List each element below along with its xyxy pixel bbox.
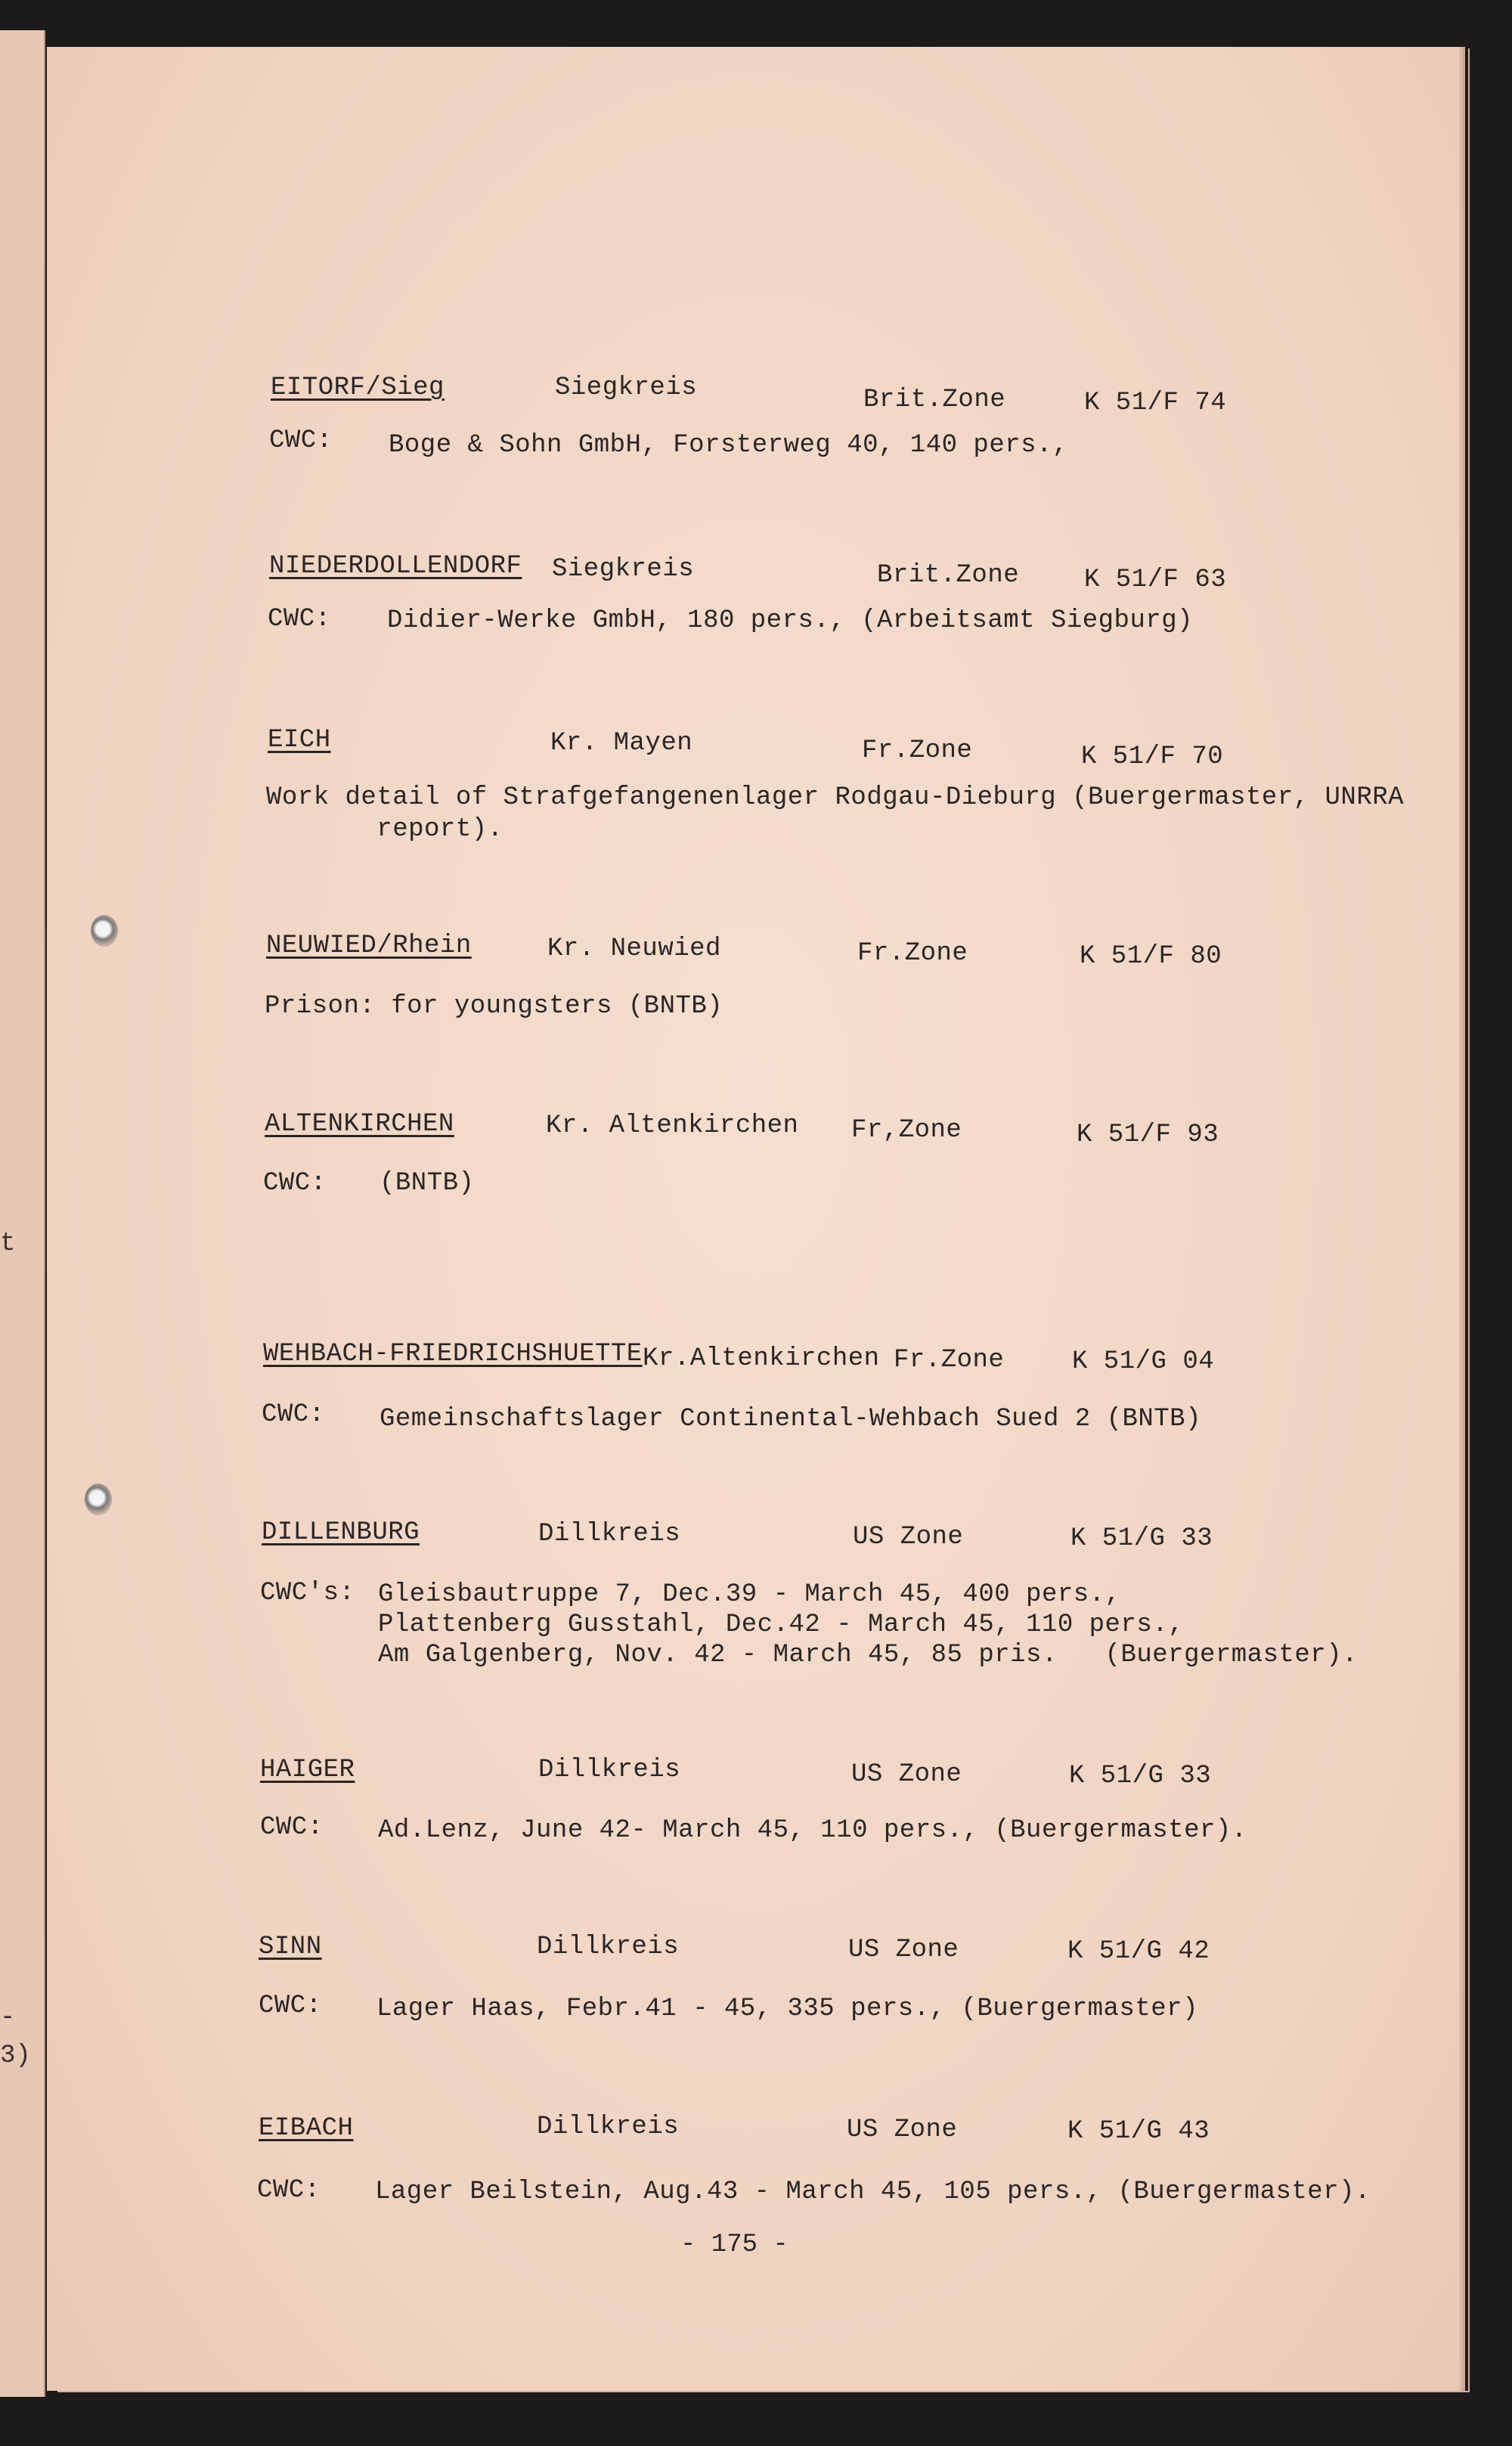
place-name: WEHBACH-FRIEDRICHSHUETTE: [263, 1340, 643, 1369]
district: Kr. Mayen: [550, 729, 693, 758]
reference-code: K 51/F 80: [1080, 942, 1222, 971]
entry-line: Didier-Werke GmbH, 180 pers., (Arbeitsamt Siegburg): [387, 606, 1194, 635]
place-name: EITORF/Sieg: [271, 374, 445, 402]
left-page-fragment: t: [0, 1229, 16, 1258]
punch-hole-icon: [85, 1483, 112, 1515]
zone: Fr.Zone: [857, 939, 968, 968]
entry-line: Gemeinschaftslager Continental-Wehbach Sued 2 (BNTB): [380, 1405, 1201, 1434]
punch-hole-icon: [91, 915, 118, 947]
district: Dillkreis: [537, 2113, 680, 2141]
entry-label: CWC:: [269, 426, 333, 455]
entry-line: (BNTB): [380, 1169, 475, 1198]
place-name: SINN: [259, 1933, 322, 1961]
entry-line: Plattenberg Gusstahl, Dec.42 - March 45, 110 pers.,: [378, 1611, 1185, 1639]
reference-code: K 51/G 42: [1067, 1937, 1210, 1966]
district: Siegkreis: [552, 555, 695, 584]
left-page-fragment: -: [0, 2004, 16, 2032]
district: Siegkreis: [555, 374, 698, 402]
district: Kr. Altenkirchen: [546, 1111, 799, 1140]
page-number: - 175 -: [680, 2231, 789, 2259]
entry-label: CWC's:: [260, 1579, 355, 1607]
district: Kr. Neuwied: [547, 935, 721, 963]
place-name: EICH: [268, 726, 331, 755]
district: Dillkreis: [538, 1520, 681, 1549]
entry-label: CWC:: [259, 1992, 322, 2020]
reference-code: K 51/F 63: [1084, 566, 1227, 594]
place-name: DILLENBURG: [262, 1518, 420, 1547]
entry-label: CWC:: [260, 1813, 324, 1842]
reference-code: K 51/F 70: [1081, 742, 1224, 771]
entry-line: Prison: for youngsters (BNTB): [265, 992, 723, 1021]
zone: US Zone: [847, 2116, 958, 2144]
left-page-edge: [0, 30, 45, 2397]
entry-label: CWC:: [257, 2176, 321, 2205]
document-page: [47, 47, 1459, 2391]
place-name: EIBACH: [259, 2114, 354, 2143]
district: Kr.Altenkirchen: [643, 1344, 880, 1373]
entry-line: Ad.Lenz, June 42- March 45, 110 pers., (Buergermaster).: [378, 1816, 1247, 1845]
entry-line: report).: [266, 815, 503, 844]
place-name: HAIGER: [260, 1756, 355, 1784]
reference-code: K 51/G 43: [1067, 2117, 1210, 2146]
entry-line: Gleisbautruppe 7, Dec.39 - March 45, 400 pers.,: [378, 1580, 1121, 1609]
left-page-fragment: 3): [0, 2041, 31, 2070]
zone: Fr.Zone: [862, 736, 973, 765]
entry-label: CWC:: [263, 1169, 327, 1198]
place-name: ALTENKIRCHEN: [265, 1110, 454, 1139]
zone: Brit.Zone: [863, 386, 1006, 414]
entry-line: Work detail of Strafgefangenenlager Rodgau-Dieburg (Buergermaster, UNRRA: [266, 783, 1405, 812]
reference-code: K 51/G 04: [1072, 1347, 1215, 1376]
reference-code: K 51/F 93: [1077, 1121, 1219, 1149]
zone: US Zone: [848, 1936, 959, 1964]
entry-line: Am Galgenberg, Nov. 42 - March 45, 85 pris. (Buergermaster).: [378, 1641, 1359, 1669]
entry-line: Lager Haas, Febr.41 - 45, 335 pers., (Buergermaster): [376, 1995, 1198, 2023]
reference-code: K 51/F 74: [1084, 389, 1227, 417]
zone: Fr,Zone: [851, 1116, 962, 1145]
zone: Fr.Zone: [894, 1346, 1005, 1375]
reference-code: K 51/G 33: [1070, 1524, 1213, 1553]
district: Dillkreis: [538, 1756, 681, 1784]
zone: Brit.Zone: [877, 561, 1020, 590]
entry-label: CWC:: [268, 605, 331, 634]
district: Dillkreis: [537, 1933, 680, 1961]
zone: US Zone: [853, 1523, 964, 1552]
entry-label: CWC:: [262, 1400, 325, 1429]
entry-line: Boge & Sohn GmbH, Forsterweg 40, 140 pers.,: [389, 431, 1068, 460]
reference-code: K 51/G 33: [1069, 1762, 1212, 1790]
place-name: NIEDERDOLLENDORF: [269, 552, 522, 581]
place-name: NEUWIED/Rhein: [266, 932, 472, 960]
entry-line: Lager Beilstein, Aug.43 - March 45, 105 pers., (Buergermaster).: [375, 2178, 1371, 2206]
zone: US Zone: [851, 1760, 962, 1789]
